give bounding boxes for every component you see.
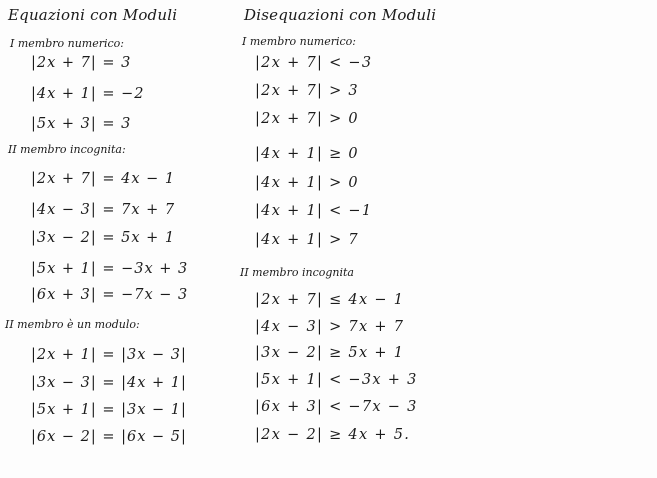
equation: |5x + 1| = |3x − 1| xyxy=(31,402,187,418)
inequality: |4x + 1| > 0 xyxy=(255,175,359,191)
inequality: |2x + 7| ≤ 4x − 1 xyxy=(255,292,405,308)
equation: |4x − 3| = 7x + 7 xyxy=(31,202,176,218)
equation: |3x − 2| = 5x + 1 xyxy=(31,230,176,246)
page-title-left: Equazioni con Moduli xyxy=(8,6,178,24)
equation: |4x + 1| = −2 xyxy=(31,86,145,102)
section-heading: II membro incognita xyxy=(240,266,354,279)
inequality: |2x + 7| < −3 xyxy=(255,55,373,71)
inequality: |3x − 2| ≥ 5x + 1 xyxy=(255,345,405,361)
inequality: |2x − 2| ≥ 4x + 5. xyxy=(255,427,411,443)
equation: |5x + 3| = 3 xyxy=(31,116,132,132)
section-heading: I membro numerico: xyxy=(10,37,125,50)
equation: |5x + 1| = −3x + 3 xyxy=(31,261,189,277)
equation: |2x + 7| = 3 xyxy=(31,55,132,71)
equation: |6x − 2| = |6x − 5| xyxy=(31,429,187,445)
inequality: |4x + 1| < −1 xyxy=(255,203,373,219)
inequality: |5x + 1| < −3x + 3 xyxy=(255,372,418,388)
inequality: |4x − 3| > 7x + 7 xyxy=(255,319,405,335)
equation: |2x + 1| = |3x − 3| xyxy=(31,347,187,363)
inequality: |6x + 3| < −7x − 3 xyxy=(255,399,418,415)
equation: |6x + 3| = −7x − 3 xyxy=(31,287,189,303)
inequality: |4x + 1| ≥ 0 xyxy=(255,146,359,162)
page-title-right: Disequazioni con Moduli xyxy=(244,6,437,24)
equation: |2x + 7| = 4x − 1 xyxy=(31,171,176,187)
inequality: |2x + 7| > 0 xyxy=(255,111,359,127)
inequality: |2x + 7| > 3 xyxy=(255,83,359,99)
section-heading: II membro è un modulo: xyxy=(5,318,140,331)
inequality: |4x + 1| > 7 xyxy=(255,232,359,248)
section-heading: II membro incognita: xyxy=(8,143,126,156)
section-heading: I membro numerico: xyxy=(242,35,357,48)
equation: |3x − 3| = |4x + 1| xyxy=(31,375,187,391)
